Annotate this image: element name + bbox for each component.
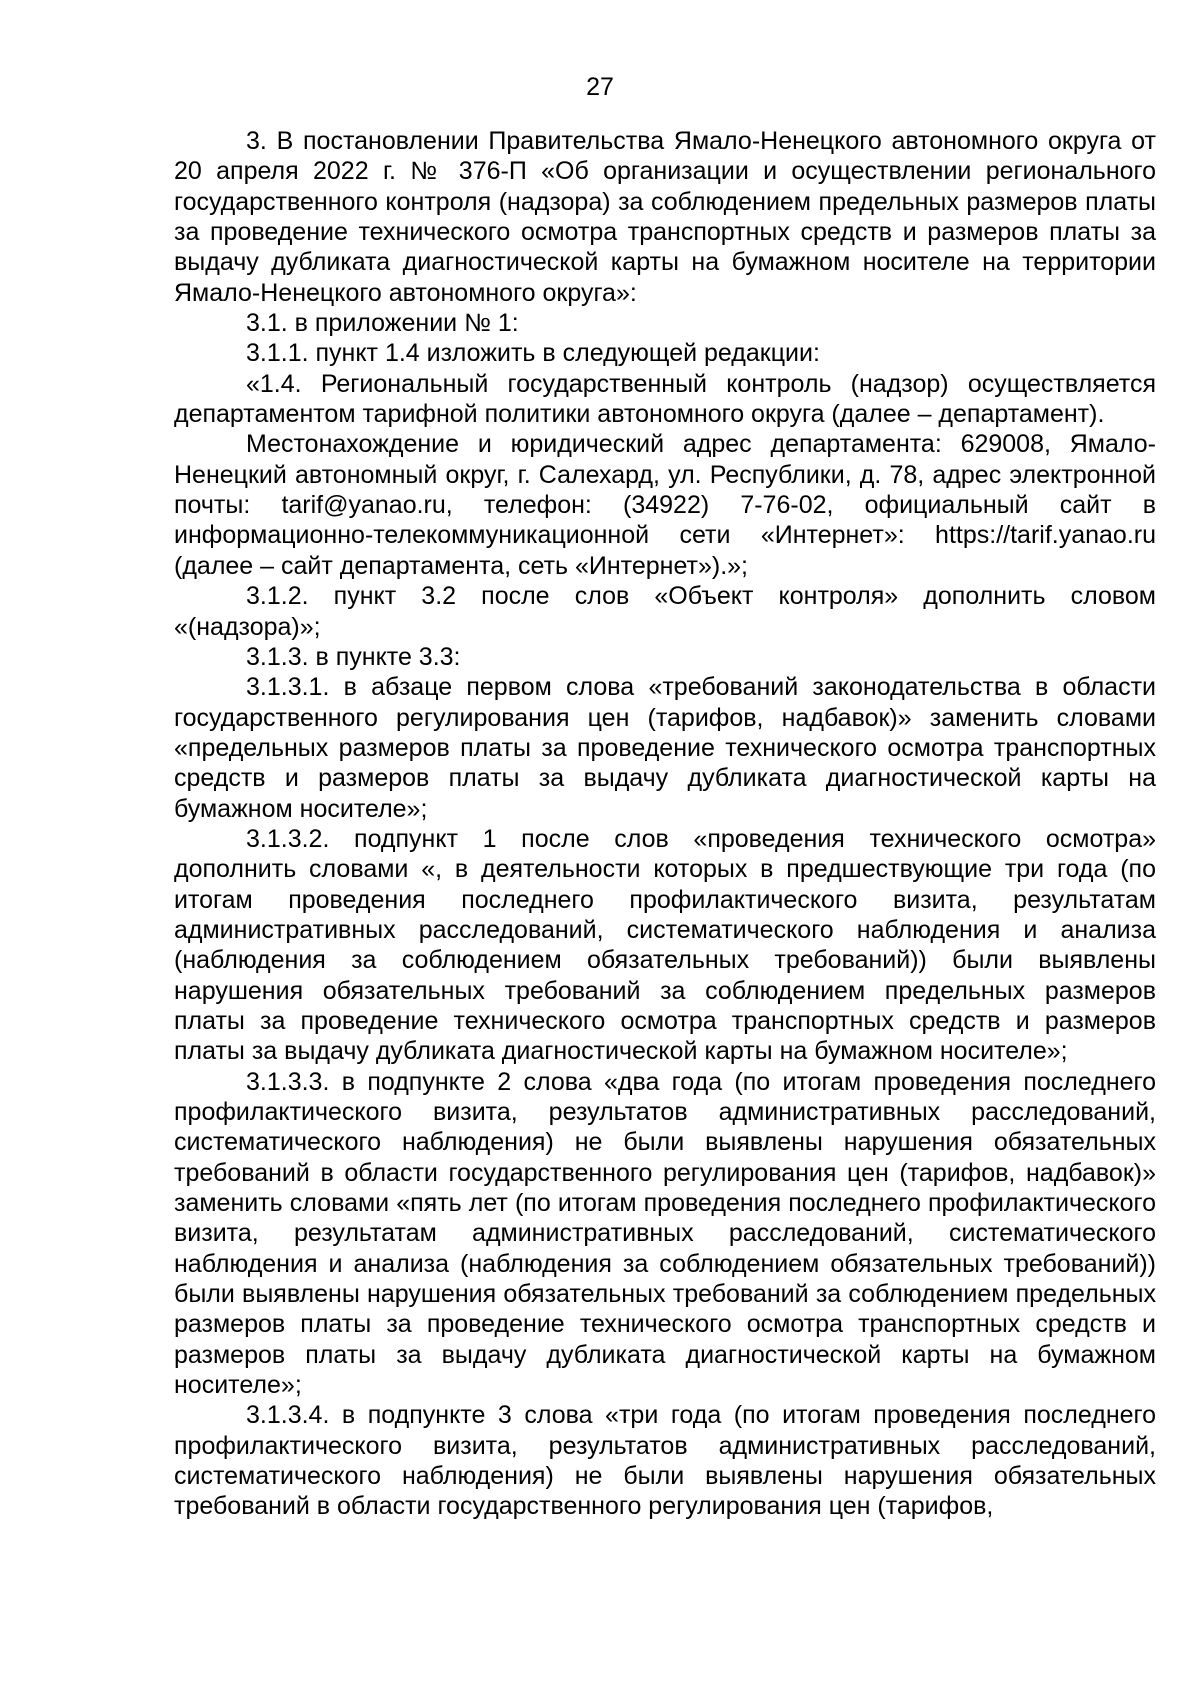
paragraph-3-1-2: 3.1.2. пункт 3.2 после слов «Объект контроля» дополнить словом «(надзора)»; bbox=[174, 582, 1156, 641]
page-number: 27 bbox=[586, 73, 614, 101]
paragraph-3: 3. В постановлении Правительства Ямало-Ненецкого автономного округа от 20 апреля 2022 г. № 376-П «Об организации и осуществлении регионального государственного контроля (надзора) за соблюдением предельных размеров платы за проведение технического осмотра транспортных средств и размеров платы за выдачу дубликата диагностической карты на бумажном носителе на территории Ямало-Ненецкого автономного округа»: bbox=[174, 127, 1156, 307]
paragraph-3-1: 3.1. в приложении № 1: bbox=[246, 309, 519, 338]
paragraph-3-1-3: 3.1.3. в пункте 3.3: bbox=[246, 642, 461, 671]
document-body bbox=[174, 126, 1156, 1522]
paragraph-3-1-1: 3.1.1. пункт 1.4 изложить в следующей редакции: bbox=[246, 339, 820, 368]
paragraph-1-4-quote: «1.4. Региональный государственный контроль (надзор) осуществляется департаментом тарифной политики автономного округа (далее – департамент). bbox=[174, 369, 1156, 429]
paragraph-3-1-3-2: 3.1.3.2. подпункт 1 после слов «проведения технического осмотра» дополнить словами «, в деятельности которых в предшествующие три года (по итогам проведения последнего профилактического визита, результатам административных расследований, систематического наблюдения и анализа (наблюдения за соблюдением обязательных требований)) были выявлены нарушения обязательных требований за соблюдением предельных размеров платы за проведение технического осмотра транспортных средств и размеров платы за выдачу дубликата диагностической карты на бумажном носителе»; bbox=[174, 824, 1156, 1066]
paragraph-3-1-3-1: 3.1.3.1. в абзаце первом слова «требований законодательства в области государственного регулирования цен (тарифов, надбавок)» заменить словами «предельных размеров платы за проведение технического осмотра транспортных средств и размеров платы за выдачу дубликата диагностической карты на бумажном носителе»; bbox=[174, 673, 1156, 823]
paragraph-3-1-3-3: 3.1.3.3. в подпункте 2 слова «два года (по итогам проведения последнего профилактического визита, результатов административных расследований, систематического наблюдения) не были выявлены нарушения обязательных требований в области государственного регулирования цен (тарифов, надбавок)» заменить словами «пять лет (по итогам проведения последнего профилактического визита, результатам административных расследований, систематического наблюдения и анализа (наблюдения за соблюдением обязательных требований)) были выявлены нарушения обязательных требований за соблюдением предельных размеров платы за проведение технического осмотра транспортных средств и размеров платы за выдачу дубликата диагностической карты на бумажном носителе»; bbox=[174, 1067, 1156, 1400]
paragraph-3-1-3-4: 3.1.3.4. в подпункте 3 слова «три года (по итогам проведения последнего профилактического визита, результатов административных расследований, систематического наблюдения) не были выявлены нарушения обязательных требований в области государственного регулирования цен (тарифов, bbox=[174, 1401, 1156, 1521]
paragraph-address: Местонахождение и юридический адрес департамента: 629008, Ямало-Ненецкий автономный округ, г. Салехард, ул. Республики, д. 78, адрес электронной почты: tarif@yanao.ru, телефон: (34922) 7-76-02, официальный сайт в информационно-телекоммуникационной сети «Интернет»: https://tarif.yanao.ru (далее – сайт департамента, сеть «Интернет»).»; bbox=[174, 430, 1156, 580]
